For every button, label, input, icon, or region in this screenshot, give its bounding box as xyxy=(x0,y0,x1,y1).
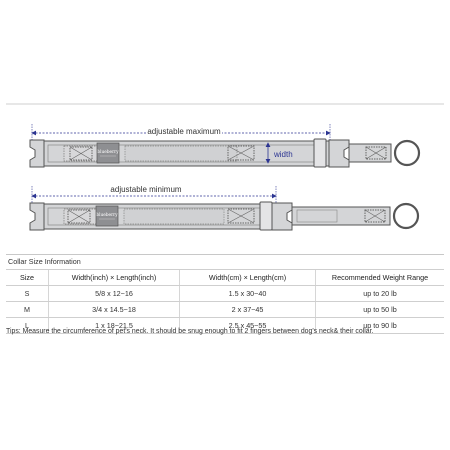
slide-buckle-bottom xyxy=(260,202,272,230)
header-weight: Recommended Weight Range xyxy=(316,270,445,286)
size-table-container xyxy=(6,254,444,334)
brand-logo-text: blueberry xyxy=(97,150,119,155)
cell-size: L xyxy=(6,318,49,334)
cell-inch: 5/8 x 12~16 xyxy=(49,286,180,302)
buckle-right-top xyxy=(329,140,349,167)
table-row xyxy=(6,286,444,302)
d-ring-bottom xyxy=(394,204,418,228)
table-caption: Collar Size Information xyxy=(6,254,444,269)
tips-text: Tips: Measure the circumference of pet's neck. It should be snug enough to fit 2 fingers between dog's neck& their collar. xyxy=(6,328,374,335)
cell-weight: up to 50 lb xyxy=(316,302,445,318)
header-cm: Width(cm) × Length(cm) xyxy=(180,270,316,286)
label-width: width xyxy=(274,150,293,159)
table-row xyxy=(6,302,444,318)
collar-maximum xyxy=(30,139,419,167)
cell-size: S xyxy=(6,286,49,302)
table-header-row xyxy=(6,270,444,286)
brand-logo-text-bottom: blueberry xyxy=(96,213,118,218)
buckle-left-top xyxy=(30,140,44,167)
slide-buckle-top xyxy=(314,139,326,167)
header-size: Size xyxy=(6,270,49,286)
cell-inch: 3/4 x 14.5~18 xyxy=(49,302,180,318)
cell-size: M xyxy=(6,302,49,318)
buckle-right-bottom xyxy=(272,203,292,230)
cell-inch: 1 x 18~21.5 xyxy=(49,318,180,334)
label-adjustable-minimum: adjustable minimum xyxy=(110,185,182,194)
label-adjustable-maximum: adjustable maximum xyxy=(147,127,221,136)
cell-cm: 2.5 x 45~55 xyxy=(180,318,316,334)
cell-cm: 1.5 x 30~40 xyxy=(180,286,316,302)
buckle-left-bottom xyxy=(30,203,44,230)
cell-weight: up to 20 lb xyxy=(316,286,445,302)
collar-minimum xyxy=(30,202,418,230)
size-table xyxy=(6,269,444,334)
d-ring-top xyxy=(395,141,419,165)
cell-weight: up to 90 lb xyxy=(316,318,445,334)
cell-cm: 2 x 37~45 xyxy=(180,302,316,318)
header-inch: Width(inch) × Length(inch) xyxy=(49,270,180,286)
